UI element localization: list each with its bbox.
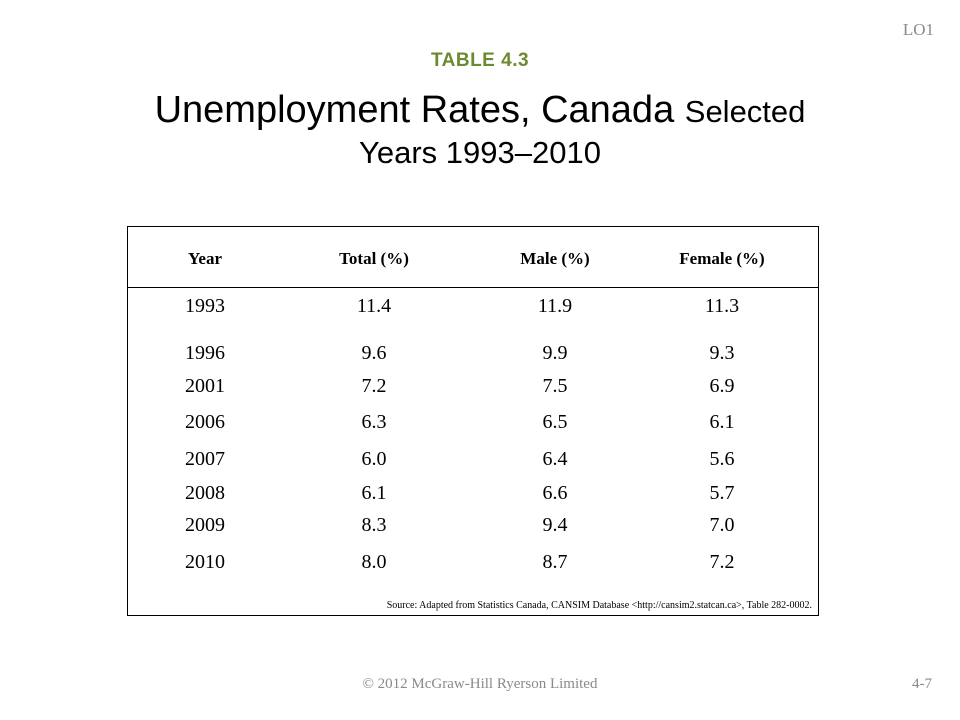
cell-total: 6.1 [361,482,387,504]
learning-objective-tag: LO1 [902,20,934,39]
cell-year: 2008 [185,482,225,504]
table-row [128,411,818,441]
cell-year: 2007 [185,448,225,470]
header-male: Male (%) [520,249,590,268]
page-number: 4-7 [912,676,932,692]
cell-female: 7.2 [709,551,735,573]
cell-year: 2006 [185,411,225,433]
cell-year: 2010 [185,551,225,573]
table-row [128,295,818,325]
cell-total: 8.3 [361,514,387,536]
cell-male: 9.9 [542,342,568,364]
title-line-1-main: Unemployment Rates, Canada [154,89,685,131]
cell-male: 9.4 [542,514,568,536]
slide-title [0,88,960,171]
cell-female: 5.7 [709,482,735,504]
unemployment-table [127,226,819,616]
copyright-footer: © 2012 McGraw-Hill Ryerson Limited [362,676,598,692]
cell-total: 8.0 [361,551,387,573]
cell-female: 11.3 [704,295,740,317]
cell-male: 6.4 [542,448,568,470]
header-year: Year [188,249,222,268]
cell-female: 5.6 [709,448,735,470]
cell-total: 6.3 [361,411,387,433]
cell-female: 7.0 [709,514,735,536]
cell-male: 6.6 [542,482,568,504]
cell-total: 6.0 [361,448,387,470]
table-row [128,551,818,581]
cell-male: 8.7 [542,551,568,573]
cell-total: 7.2 [361,375,387,397]
table-row [128,482,818,512]
cell-female: 9.3 [709,342,735,364]
cell-female: 6.1 [709,411,735,433]
table-row [128,342,818,372]
table-label: TABLE 4.3 [430,50,530,71]
header-total: Total (%) [339,249,409,268]
cell-year: 1996 [185,342,225,364]
cell-male: 11.9 [537,295,573,317]
cell-year: 2009 [185,514,225,536]
title-line-1 [0,88,960,134]
table-row [128,448,818,478]
table-row [128,375,818,405]
cell-year: 2001 [185,375,225,397]
cell-female: 6.9 [709,375,735,397]
title-line-2: Years 1993–2010 [359,134,601,170]
cell-year: 1993 [185,295,225,317]
cell-total: 11.4 [356,295,392,317]
source-note: Source: Adapted from Statistics Canada, CANSIM Database <http://cansim2.statcan.ca>, Table 282-0002. [386,600,812,611]
table-row [128,514,818,544]
cell-male: 6.5 [542,411,568,433]
table-header-row [128,227,818,288]
title-line-1-small: Selected [684,94,806,129]
header-female: Female (%) [679,249,765,268]
cell-male: 7.5 [542,375,568,397]
cell-total: 9.6 [361,342,387,364]
